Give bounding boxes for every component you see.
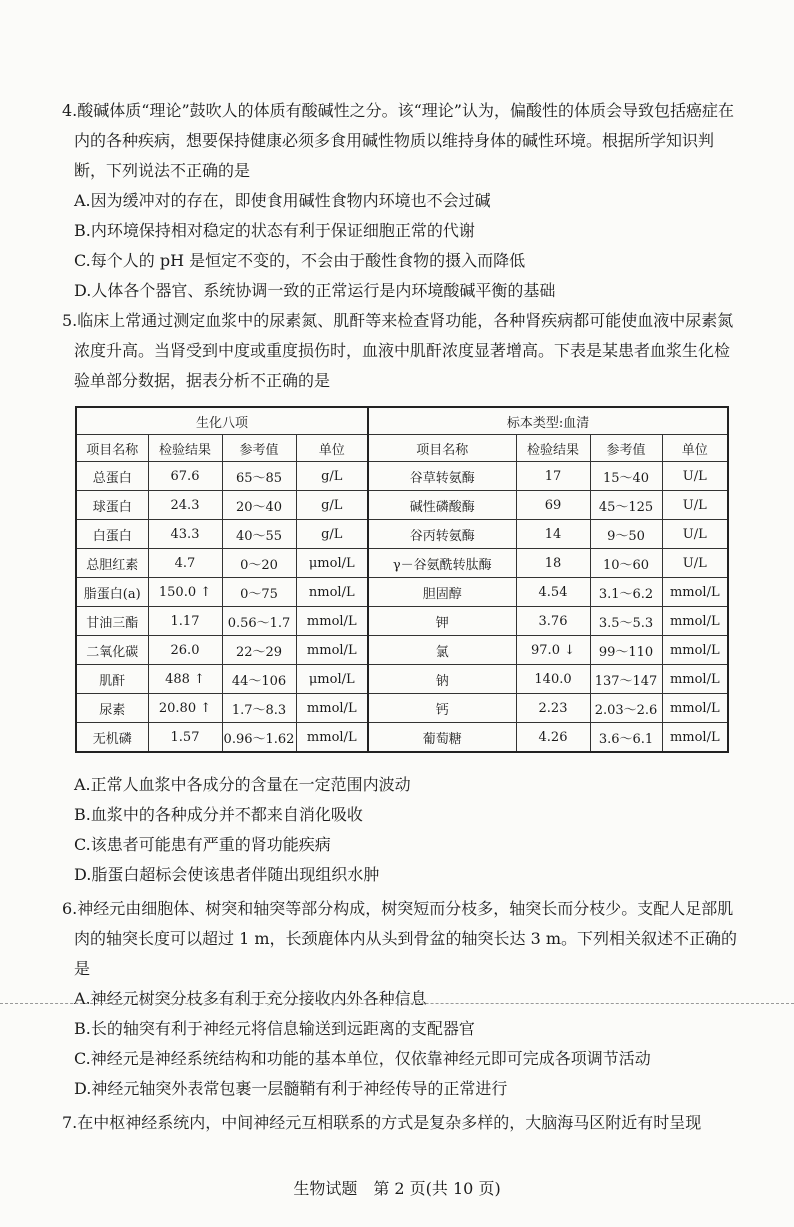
item-name-cell: 球蛋白 xyxy=(76,491,148,520)
question-5-option-d: D.脂蛋白超标会使该患者伴随出现组织水肿 xyxy=(74,865,380,884)
table-row xyxy=(76,491,728,520)
item-name-cell: 氯 xyxy=(368,636,516,665)
question-6-stem: 6.神经元由细胞体、树突和轴突等部分构成，树突短而分枝多，轴突长而分枝少。支配人足部肌肉的轴突长度可以超过 1 m，长颈鹿体内从头到骨盆的轴突长达 3 m。下列相关叙述不正确的是 xyxy=(62,899,738,978)
item-name-cell: 无机磷 xyxy=(76,723,148,753)
question-7 xyxy=(62,1108,742,1138)
question-6-option-a: A.神经元树突分枝多有利于充分接收内外各种信息 xyxy=(74,989,427,1008)
result-cell: 1.57 xyxy=(148,723,222,753)
question-5-option-a: A.正常人血浆中各成分的含量在一定范围内波动 xyxy=(74,775,411,794)
result-cell: 24.3 xyxy=(148,491,222,520)
unit-cell: mmol/L xyxy=(662,636,728,665)
result-cell: 4.54 xyxy=(516,578,590,607)
table-row xyxy=(76,723,728,753)
result-cell: 17 xyxy=(516,462,590,491)
question-6-option-d: D.神经元轴突外表常包裹一层髓鞘有利于神经传导的正常进行 xyxy=(74,1079,508,1098)
item-name-cell: 谷草转氨酶 xyxy=(368,462,516,491)
fold-line-divider xyxy=(0,1003,794,1004)
question-5-option-b: B.血浆中的各种成分并不都来自消化吸收 xyxy=(74,805,363,824)
item-name-cell: γ－谷氨酰转肽酶 xyxy=(368,549,516,578)
table-title-row xyxy=(76,407,728,435)
unit-cell: mmol/L xyxy=(296,694,368,723)
result-cell: 20.80 ↑ xyxy=(148,694,222,723)
table-header-row xyxy=(76,435,728,462)
reference-cell: 9～50 xyxy=(590,520,662,549)
result-cell: 488 ↑ xyxy=(148,665,222,694)
table-row xyxy=(76,578,728,607)
reference-cell: 99～110 xyxy=(590,636,662,665)
reference-cell: 40～55 xyxy=(222,520,296,549)
reference-cell: 1.7～8.3 xyxy=(222,694,296,723)
question-5-stem: 5.临床上常通过测定血浆中的尿素氮、肌酐等来检查肾功能，各种肾疾病都可能使血液中尿素氮浓度升高。当肾受到中度或重度损伤时，血液中肌酐浓度显著增高。下表是某患者血浆生化检验单部分数据，据表分析不正确的是 xyxy=(62,311,734,390)
table-row xyxy=(76,665,728,694)
result-cell: 69 xyxy=(516,491,590,520)
item-name-cell: 甘油三酯 xyxy=(76,607,148,636)
column-header: 检验结果 xyxy=(148,435,222,462)
item-name-cell: 钾 xyxy=(368,607,516,636)
unit-cell: mmol/L xyxy=(296,607,368,636)
item-name-cell: 谷丙转氨酶 xyxy=(368,520,516,549)
reference-cell: 2.03～2.6 xyxy=(590,694,662,723)
unit-cell: μmol/L xyxy=(296,549,368,578)
table-row xyxy=(76,462,728,491)
item-name-cell: 肌酐 xyxy=(76,665,148,694)
question-6 xyxy=(62,894,742,1104)
page-footer: 生物试题 第 2 页(共 10 页) xyxy=(293,1179,501,1198)
question-6-option-b: B.长的轴突有利于神经元将信息输送到远距离的支配器官 xyxy=(74,1019,475,1038)
unit-cell: mmol/L xyxy=(662,694,728,723)
question-4 xyxy=(62,96,742,306)
item-name-cell: 钙 xyxy=(368,694,516,723)
result-cell: 4.7 xyxy=(148,549,222,578)
reference-cell: 22～29 xyxy=(222,636,296,665)
unit-cell: g/L xyxy=(296,520,368,549)
column-header: 参考值 xyxy=(222,435,296,462)
reference-cell: 15～40 xyxy=(590,462,662,491)
reference-cell: 3.5～5.3 xyxy=(590,607,662,636)
unit-cell: μmol/L xyxy=(296,665,368,694)
item-name-cell: 胆固醇 xyxy=(368,578,516,607)
question-6-option-c: C.神经元是神经系统结构和功能的基本单位，仅依靠神经元即可完成各项调节活动 xyxy=(74,1049,651,1068)
reference-cell: 137～147 xyxy=(590,665,662,694)
reference-cell: 0～75 xyxy=(222,578,296,607)
column-header: 单位 xyxy=(296,435,368,462)
item-name-cell: 白蛋白 xyxy=(76,520,148,549)
reference-cell: 0～20 xyxy=(222,549,296,578)
result-cell: 4.26 xyxy=(516,723,590,753)
result-cell: 67.6 xyxy=(148,462,222,491)
result-cell: 18 xyxy=(516,549,590,578)
question-4-option-b: B.内环境保持相对稳定的状态有利于保证细胞正常的代谢 xyxy=(74,221,475,240)
lab-results-table xyxy=(75,406,729,753)
result-cell: 150.0 ↑ xyxy=(148,578,222,607)
unit-cell: mmol/L xyxy=(662,723,728,753)
table-row xyxy=(76,520,728,549)
reference-cell: 20～40 xyxy=(222,491,296,520)
unit-cell: U/L xyxy=(662,549,728,578)
result-cell: 14 xyxy=(516,520,590,549)
table-row xyxy=(76,607,728,636)
reference-cell: 65～85 xyxy=(222,462,296,491)
question-5 xyxy=(62,306,742,396)
question-4-stem: 4.酸碱体质“理论”鼓吹人的体质有酸碱性之分。该“理论”认为，偏酸性的体质会导致包括癌症在内的各种疾病，想要保持健康必须多食用碱性物质以维持身体的碱性环境。根据所学知识判断，下列说法不正确的是 xyxy=(62,101,734,180)
item-name-cell: 尿素 xyxy=(76,694,148,723)
item-name-cell: 葡萄糖 xyxy=(368,723,516,753)
unit-cell: mmol/L xyxy=(662,607,728,636)
unit-cell: U/L xyxy=(662,520,728,549)
unit-cell: g/L xyxy=(296,462,368,491)
reference-cell: 3.6～6.1 xyxy=(590,723,662,753)
unit-cell: mmol/L xyxy=(662,665,728,694)
item-name-cell: 总蛋白 xyxy=(76,462,148,491)
table-row xyxy=(76,694,728,723)
result-cell: 26.0 xyxy=(148,636,222,665)
table-left-title: 生化八项 xyxy=(76,407,368,435)
reference-cell: 44～106 xyxy=(222,665,296,694)
unit-cell: mmol/L xyxy=(296,723,368,753)
question-4-option-a: A.因为缓冲对的存在，即使食用碱性食物内环境也不会过碱 xyxy=(74,191,491,210)
column-header: 项目名称 xyxy=(368,435,516,462)
item-name-cell: 二氧化碳 xyxy=(76,636,148,665)
reference-cell: 10～60 xyxy=(590,549,662,578)
unit-cell: mmol/L xyxy=(296,636,368,665)
result-cell: 43.3 xyxy=(148,520,222,549)
column-header: 检验结果 xyxy=(516,435,590,462)
unit-cell: U/L xyxy=(662,462,728,491)
question-7-stem: 7.在中枢神经系统内，中间神经元互相联系的方式是复杂多样的，大脑海马区附近有时呈现 xyxy=(62,1113,702,1132)
table-right-title: 标本类型:血清 xyxy=(368,407,728,435)
result-cell: 140.0 xyxy=(516,665,590,694)
column-header: 单位 xyxy=(662,435,728,462)
reference-cell: 0.96～1.62 xyxy=(222,723,296,753)
result-cell: 2.23 xyxy=(516,694,590,723)
table-row xyxy=(76,636,728,665)
unit-cell: nmol/L xyxy=(296,578,368,607)
question-4-option-d: D.人体各个器官、系统协调一致的正常运行是内环境酸碱平衡的基础 xyxy=(74,281,556,300)
item-name-cell: 脂蛋白(a) xyxy=(76,578,148,607)
column-header: 参考值 xyxy=(590,435,662,462)
reference-cell: 3.1～6.2 xyxy=(590,578,662,607)
question-4-option-c: C.每个人的 pH 是恒定不变的，不会由于酸性食物的摄入而降低 xyxy=(74,251,526,270)
question-5-option-c: C.该患者可能患有严重的肾功能疾病 xyxy=(74,835,331,854)
column-header: 项目名称 xyxy=(76,435,148,462)
item-name-cell: 钠 xyxy=(368,665,516,694)
unit-cell: g/L xyxy=(296,491,368,520)
result-cell: 3.76 xyxy=(516,607,590,636)
unit-cell: mmol/L xyxy=(662,578,728,607)
result-cell: 97.0 ↓ xyxy=(516,636,590,665)
item-name-cell: 总胆红素 xyxy=(76,549,148,578)
question-5-options xyxy=(62,770,742,890)
reference-cell: 0.56～1.7 xyxy=(222,607,296,636)
reference-cell: 45～125 xyxy=(590,491,662,520)
result-cell: 1.17 xyxy=(148,607,222,636)
unit-cell: U/L xyxy=(662,491,728,520)
item-name-cell: 碱性磷酸酶 xyxy=(368,491,516,520)
table-row xyxy=(76,549,728,578)
